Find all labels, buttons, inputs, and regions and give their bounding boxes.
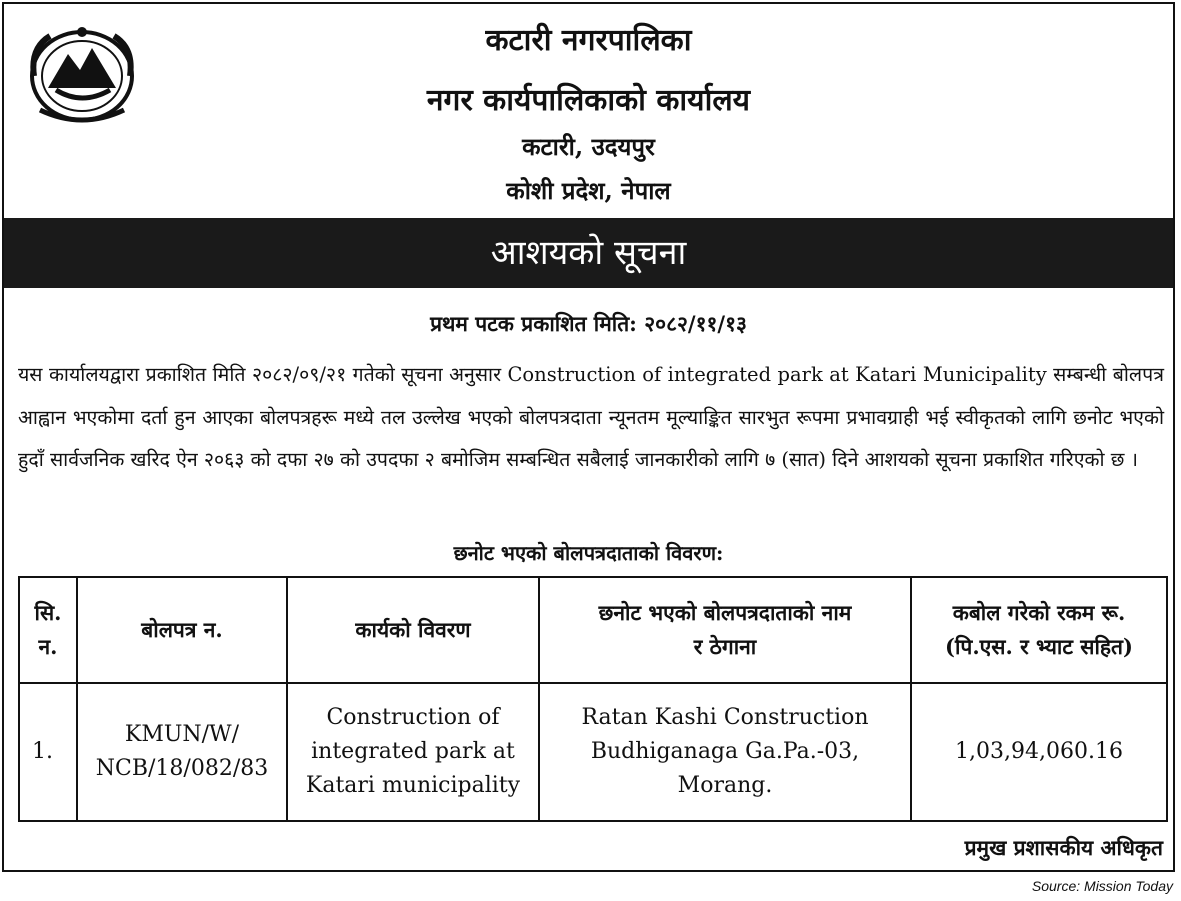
header-serial-no: सि. न. (19, 577, 77, 683)
office-location: कटारी, उदयपुर (522, 132, 655, 161)
table-header-row (19, 577, 1167, 683)
signatory-title: प्रमुख प्रशासकीय अधिकृत (964, 835, 1163, 860)
header-bidder-name-address: छनोट भएको बोलपत्रदाताको नाम र ठेगाना (539, 577, 911, 683)
office-name: नगर कार्यपालिकाको कार्यालय (426, 83, 751, 118)
cell-bid-no: KMUN/W/ NCB/18/082/83 (77, 683, 287, 821)
selected-bidder-table (18, 576, 1168, 822)
cell-serial-no: 1. (19, 683, 77, 821)
notice-body: यस कार्यालयद्वारा प्रकाशित मिति २०८२/०९/२१ गतेको सूचना अनुसार Construction of integrated park at Katari Municipality सम्बन्धी बोलपत्र आह्वान भएकोमा दर्ता हुन आएका बोलपत्रहरू मध्ये तल उल्लेख भएको बोलपत्रदाता न्यूनतम मूल्याङ्कित सारभुत रूपमा प्रभावग्राही भई स्वीकृतको लागि छनोट भएको हुदाँ सार्वजनिक खरिद ऐन २०६३ को दफा २७ को उपदफा २ बमोजिम सम्बन्धित सबैलाई जानकारीको लागि ७ (सात) दिने आशयको सूचना प्रकाशित गरिएको छ । (18, 363, 1164, 471)
office-province: कोशी प्रदेश, नेपाल (506, 176, 671, 205)
cell-work-description: Construction of integrated park at Katari municipality (287, 683, 539, 821)
header-bid-no: बोलपत्र न. (77, 577, 287, 683)
municipality-name: कटारी नगरपालिका (485, 23, 692, 58)
first-published-date: प्रथम पटक प्रकाशित मिति: २०८२/११/१३ (430, 311, 747, 336)
table-heading: छनोट भएको बोलपत्रदाताको विवरण: (453, 541, 724, 565)
source-credit: Source: Mission Today (1031, 878, 1173, 894)
cell-bidder: Ratan Kashi Construction Budhiganaga Ga.Pa.-03, Morang. (539, 683, 911, 821)
cell-amount: 1,03,94,060.16 (911, 683, 1167, 821)
header-work-description: कार्यको विवरण (287, 577, 539, 683)
notice-title-banner: आशयको सूचना (4, 218, 1173, 288)
header-quoted-amount: कबोल गरेको रकम रू. (पि.एस. र भ्याट सहित) (911, 577, 1167, 683)
notice-frame (2, 2, 1175, 872)
table-row (19, 683, 1167, 821)
